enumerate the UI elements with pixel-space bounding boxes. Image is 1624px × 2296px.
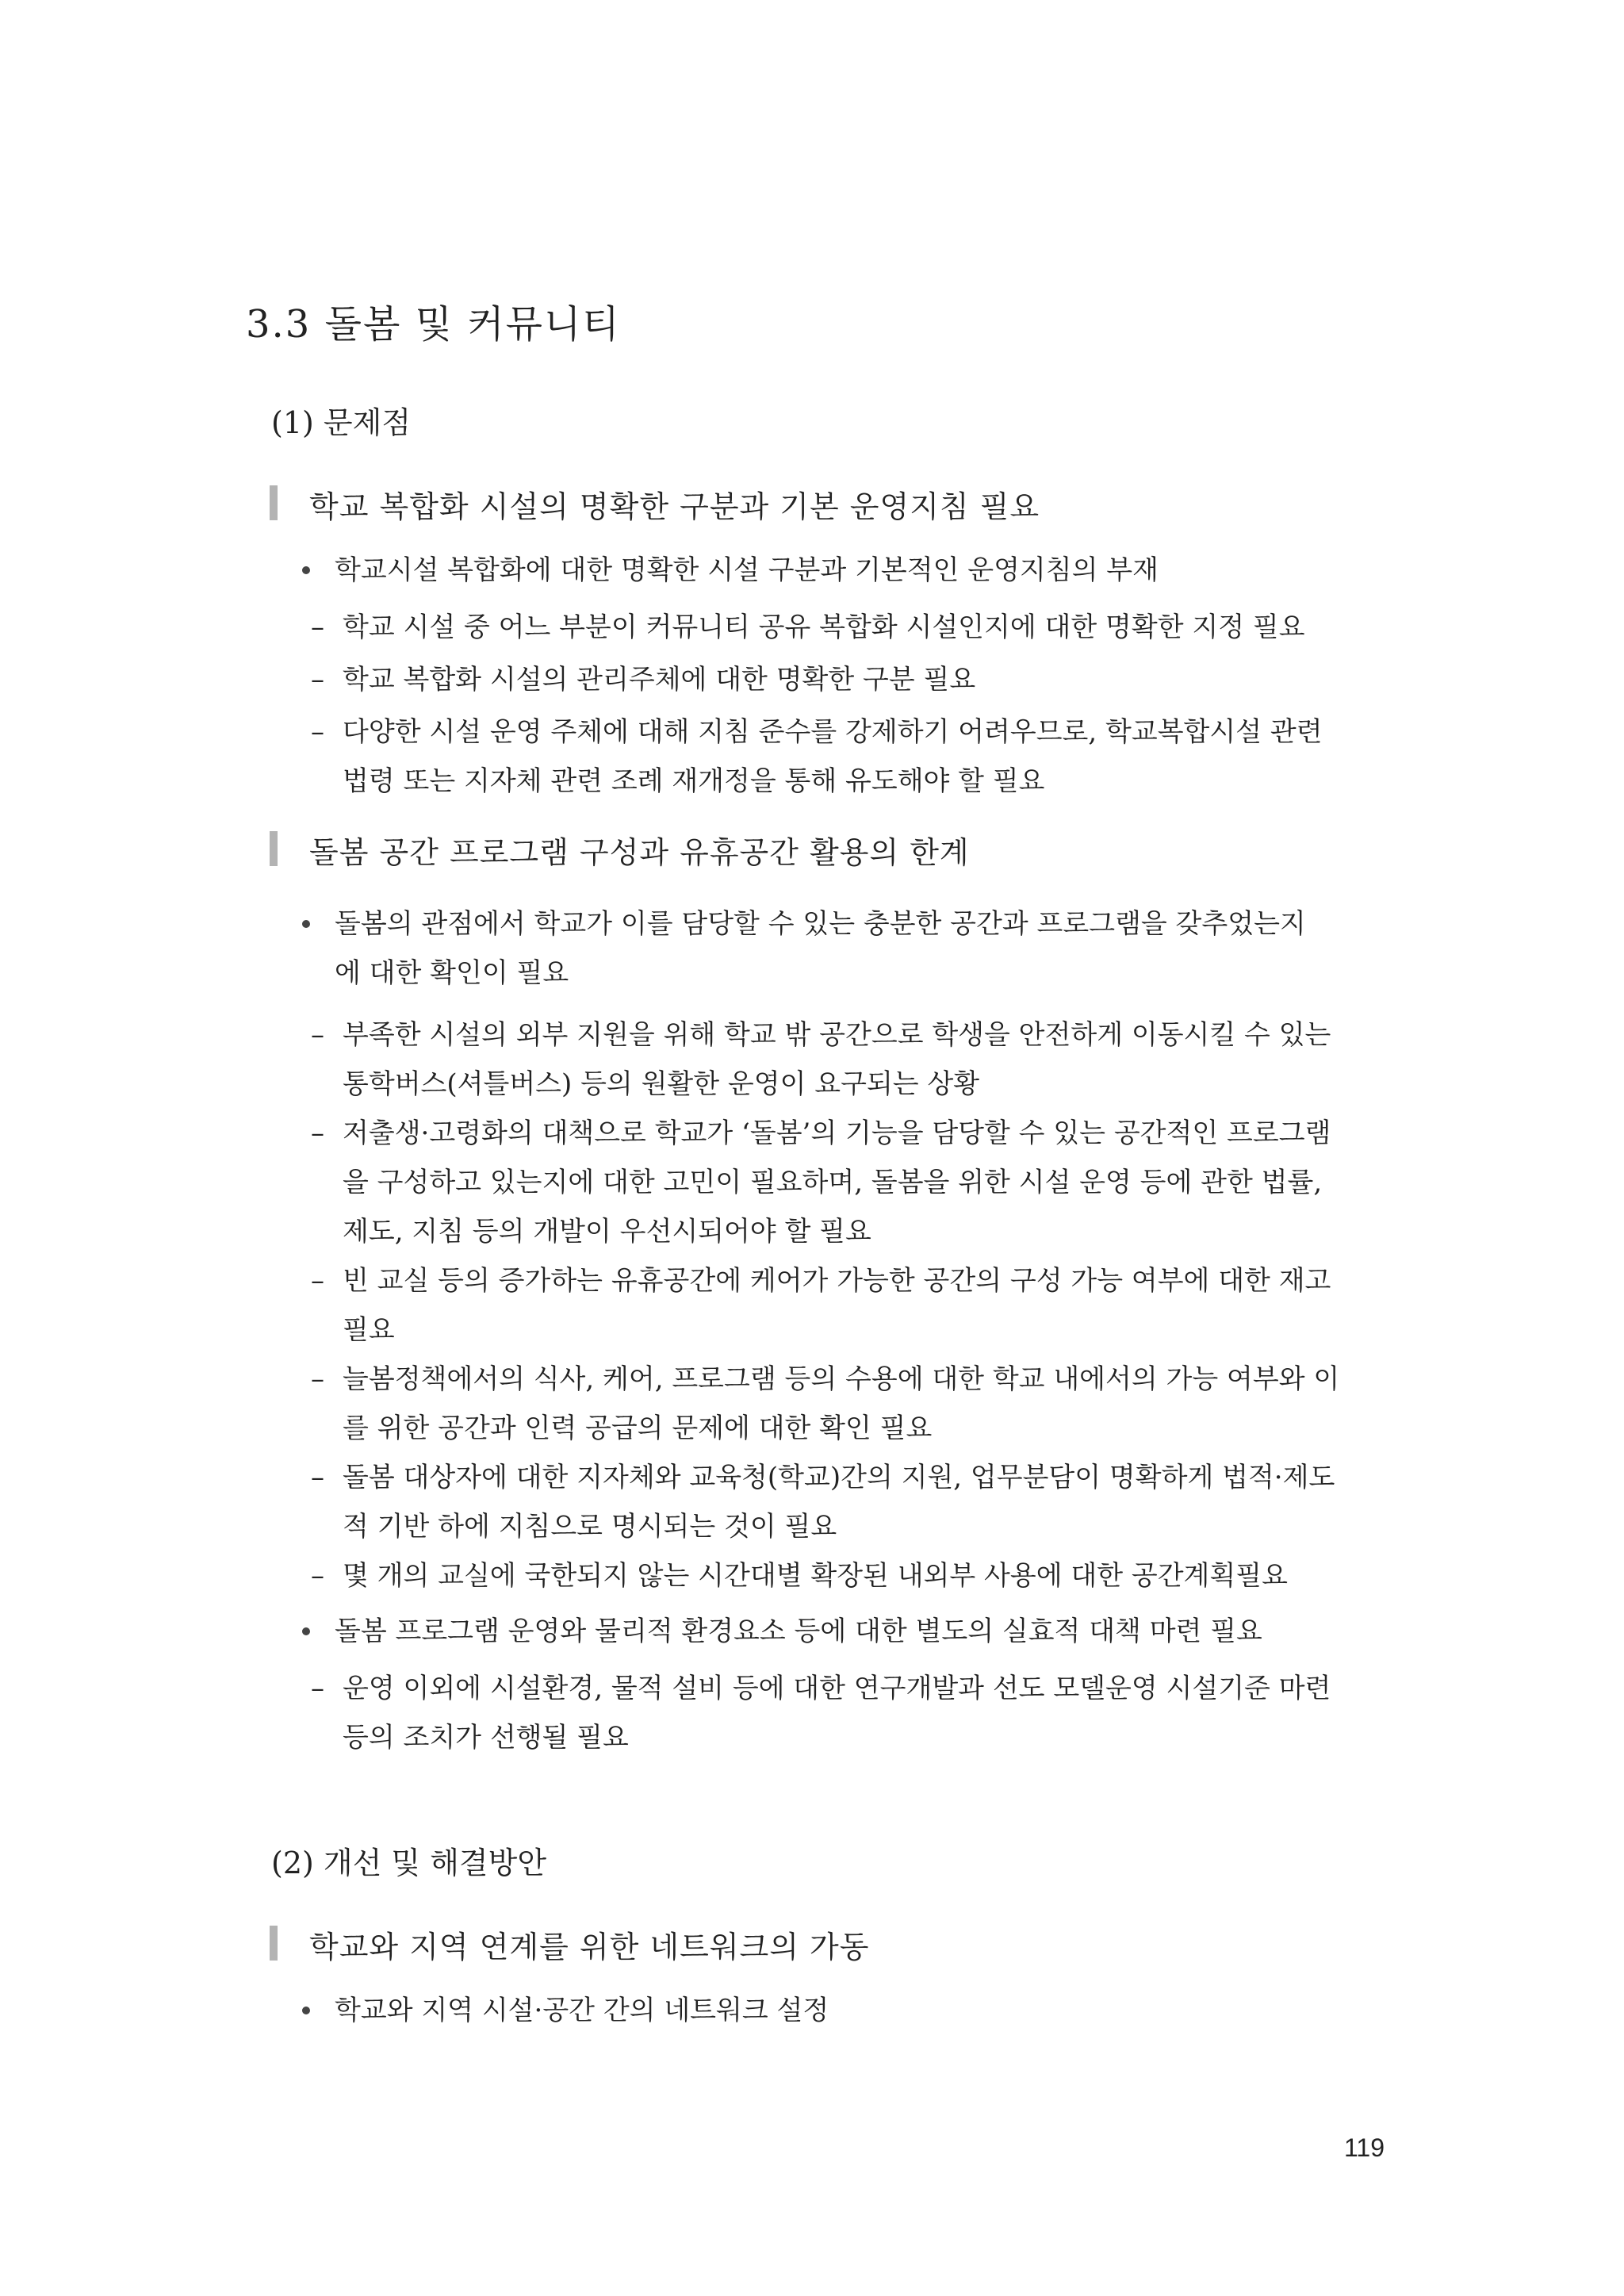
- dash-item-line: 빈 교실 등의 증가하는 유휴공간에 케어가 가능한 공간의 구성 가능 여부에 대한 재고: [343, 1265, 1331, 1297]
- dash-mark: –: [311, 664, 324, 696]
- dash-item-line: 통학버스(셔틀버스) 등의 원활한 운영이 요구되는 상황: [343, 1068, 980, 1100]
- dash-item-line: 돌봄 대상자에 대한 지자체와 교육청(학교)간의 지원, 업무분담이 명확하게 법적·제도: [343, 1462, 1335, 1493]
- bullet-item: 돌봄 프로그램 운영와 물리적 환경요소 등에 대한 별도의 실효적 대책 마련 필요: [335, 1616, 1262, 1647]
- dash-item-line: 를 위한 공간과 인력 공급의 문제에 대한 확인 필요: [343, 1412, 933, 1444]
- dash-item-line: 다양한 시설 운영 주체에 대해 지침 준수를 강제하기 어려우므로, 학교복합시설 관련: [343, 716, 1323, 748]
- dash-mark: –: [311, 1265, 324, 1297]
- bullet-item-line: 돌봄의 관점에서 학교가 이를 담당할 수 있는 충분한 공간과 프로그램을 갖추었는지: [335, 908, 1306, 940]
- dash-item-line: 적 기반 하에 지침으로 명시되는 것이 필요: [343, 1511, 837, 1543]
- dash-mark: –: [311, 1462, 324, 1493]
- heading-school-community-network: 학교와 지역 연계를 위한 네트워크의 가동: [309, 1930, 870, 1964]
- heading-bar-marker: [270, 1926, 278, 1961]
- bullet-dot: [302, 566, 310, 574]
- dash-mark: –: [311, 1019, 324, 1051]
- dash-item-line: 저출생·고령화의 대책으로 학교가 ‘돌봄’의 기능을 담당할 수 있는 공간적인 프로그램: [343, 1117, 1331, 1149]
- dash-item-line: 법령 또는 지자체 관련 조례 재개정을 통해 유도해야 할 필요: [343, 765, 1045, 797]
- bullet-dot: [302, 920, 310, 928]
- subsection-title-problems: (1) 문제점: [271, 405, 412, 440]
- heading-bar-marker: [270, 485, 278, 520]
- dash-item-line: 제도, 지침 등의 개발이 우선시되어야 할 필요: [343, 1216, 871, 1248]
- section-title: 3.3 돌봄 및 커뮤니티: [246, 302, 621, 347]
- dash-item-line: 학교 시설 중 어느 부분이 커뮤니티 공유 복합화 시설인지에 대한 명확한 지정 필요: [343, 611, 1305, 643]
- dash-mark: –: [311, 716, 324, 748]
- bullet-item: 학교시설 복합화에 대한 명확한 시설 구분과 기본적인 운영지침의 부재: [335, 554, 1159, 586]
- dash-item-line: 필요: [343, 1314, 395, 1346]
- subsection-title-solutions: (2) 개선 및 해결방안: [271, 1846, 547, 1880]
- heading-facility-classification: 학교 복합화 시설의 명확한 구분과 기본 운영지침 필요: [309, 489, 1040, 524]
- bullet-dot: [302, 1627, 310, 1635]
- bullet-item: 학교와 지역 시설·공간 간의 네트워크 설정: [335, 1995, 829, 2026]
- bullet-item-line: 에 대한 확인이 필요: [335, 957, 569, 989]
- dash-item-line: 운영 이외에 시설환경, 물적 설비 등에 대한 연구개발과 선도 모델운영 시설기준 마련: [343, 1673, 1331, 1704]
- page-number: 119: [1343, 2133, 1385, 2162]
- dash-mark: –: [311, 1363, 324, 1395]
- dash-mark: –: [311, 1117, 324, 1149]
- dash-item-line: 부족한 시설의 외부 지원을 위해 학교 밖 공간으로 학생을 안전하게 이동시킬 수 있는: [343, 1019, 1331, 1051]
- heading-bar-marker: [270, 831, 278, 866]
- dash-item-line: 을 구성하고 있는지에 대한 고민이 필요하며, 돌봄을 위한 시설 운영 등에 관한 법률,: [343, 1167, 1323, 1198]
- dash-item-line: 늘봄정책에서의 식사, 케어, 프로그램 등의 수용에 대한 학교 내에서의 가능 여부와 이: [343, 1363, 1340, 1395]
- heading-care-space-program: 돌봄 공간 프로그램 구성과 유휴공간 활용의 한계: [309, 835, 970, 870]
- dash-item-line: 몇 개의 교실에 국한되지 않는 시간대별 확장된 내외부 사용에 대한 공간계획필요: [343, 1560, 1288, 1592]
- dash-item-line: 학교 복합화 시설의 관리주체에 대한 명확한 구분 필요: [343, 664, 976, 696]
- dash-mark: –: [311, 611, 324, 643]
- dash-item-line: 등의 조치가 선행될 필요: [343, 1722, 629, 1754]
- dash-mark: –: [311, 1560, 324, 1592]
- dash-mark: –: [311, 1673, 324, 1704]
- bullet-dot: [302, 2007, 310, 2014]
